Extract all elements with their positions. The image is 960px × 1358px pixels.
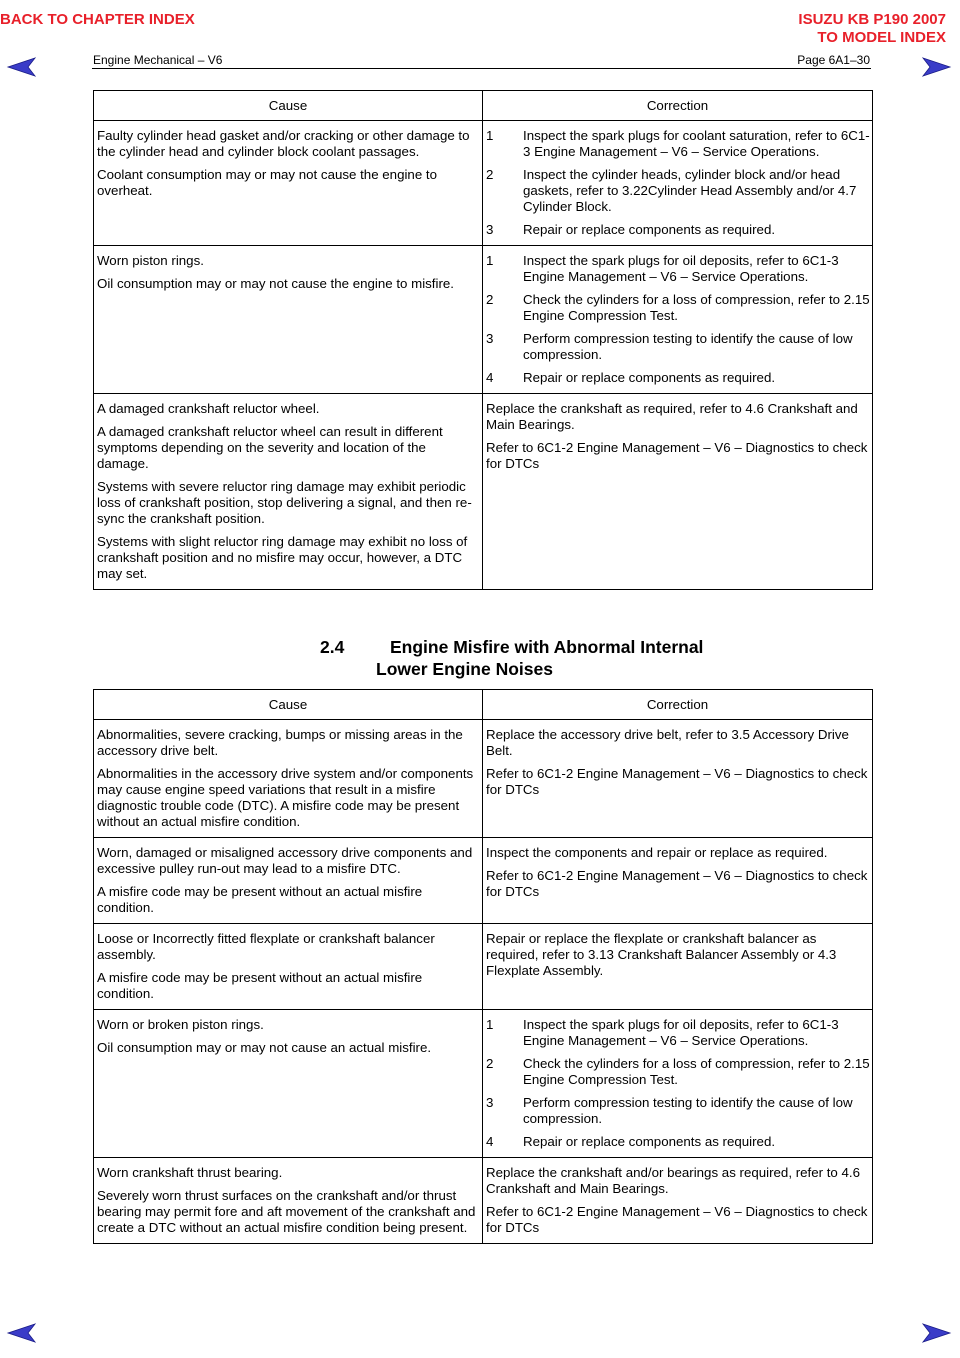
table-row bbox=[94, 246, 873, 394]
step-text: Repair or replace components as required. bbox=[523, 1134, 776, 1149]
correction-column-header: Correction bbox=[483, 690, 873, 720]
section-number: 2.4 bbox=[320, 637, 345, 657]
correction-step bbox=[486, 128, 870, 160]
table-row bbox=[94, 838, 873, 924]
step-text: Inspect the spark plugs for coolant saturation, refer to 6C1-3 Engine Management – V6 – Service Operations. bbox=[523, 128, 870, 159]
correction-step bbox=[486, 331, 870, 363]
arrow-right-icon[interactable] bbox=[922, 1322, 952, 1344]
section-title-line-2: Lower Engine Noises bbox=[376, 659, 553, 679]
arrow-left-icon[interactable] bbox=[6, 56, 36, 78]
cause-cell bbox=[94, 394, 483, 590]
page-number: Page 6A1–30 bbox=[797, 53, 870, 67]
cause-text: Loose or Incorrectly fitted flexplate or crankshaft balancer assembly. bbox=[97, 931, 435, 962]
step-number: 1 bbox=[486, 253, 494, 268]
cause-text: Coolant consumption may or may not cause the engine to overheat. bbox=[97, 167, 438, 198]
cause-text: A damaged crankshaft reluctor wheel can result in different symptoms depending on the severity and location of the damage. bbox=[97, 424, 443, 471]
section-heading bbox=[93, 636, 872, 680]
correction-text: Replace the crankshaft and/or bearings as required, refer to 4.6 Crankshaft and Main Bearings. bbox=[486, 1165, 861, 1196]
back-to-chapter-index-link[interactable]: BACK TO CHAPTER INDEX bbox=[0, 11, 195, 28]
correction-step bbox=[486, 1095, 870, 1127]
cause-text: Worn piston rings. bbox=[97, 253, 204, 268]
table-row bbox=[94, 720, 873, 838]
running-header-left: Engine Mechanical – V6 bbox=[93, 53, 223, 67]
correction-cell bbox=[483, 121, 873, 246]
cause-text: Worn crankshaft thrust bearing. bbox=[97, 1165, 283, 1180]
cause-text: Abnormalities, severe cracking, bumps or missing areas in the accessory drive belt. bbox=[97, 727, 463, 758]
header-rule bbox=[92, 68, 871, 69]
step-number: 3 bbox=[486, 222, 494, 237]
table-row bbox=[94, 394, 873, 590]
step-number: 3 bbox=[486, 1095, 494, 1110]
cause-cell bbox=[94, 924, 483, 1010]
cause-text: Faulty cylinder head gasket and/or cracking or other damage to the cylinder head and cylinder block coolant passages. bbox=[97, 128, 470, 159]
correction-cell bbox=[483, 838, 873, 924]
arrow-left-icon[interactable] bbox=[6, 1322, 36, 1344]
correction-cell bbox=[483, 1158, 873, 1244]
diagnosis-table-1 bbox=[93, 90, 873, 590]
correction-step bbox=[486, 167, 870, 215]
cause-cell bbox=[94, 1158, 483, 1244]
cause-text: Worn, damaged or misaligned accessory drive components and excessive pulley run-out may lead to a misfire DTC. bbox=[97, 845, 473, 876]
step-number: 4 bbox=[486, 1134, 494, 1149]
diagnosis-table-2 bbox=[93, 689, 873, 1244]
correction-cell bbox=[483, 246, 873, 394]
correction-step bbox=[486, 222, 870, 238]
step-text: Inspect the spark plugs for oil deposits, refer to 6C1-3 Engine Management – V6 – Service Operations. bbox=[523, 1017, 839, 1048]
step-text: Check the cylinders for a loss of compression, refer to 2.15 Engine Compression Test. bbox=[523, 292, 870, 323]
step-number: 2 bbox=[486, 1056, 494, 1071]
correction-cell bbox=[483, 1010, 873, 1158]
correction-step bbox=[486, 1017, 870, 1049]
step-number: 1 bbox=[486, 128, 494, 143]
step-number: 2 bbox=[486, 292, 494, 307]
correction-text: Refer to 6C1-2 Engine Management – V6 – Diagnostics to check for DTCs bbox=[486, 766, 868, 797]
cause-cell bbox=[94, 1010, 483, 1158]
cause-text: Abnormalities in the accessory drive system and/or components may cause engine speed variations that result in a misfire diagnostic trouble code (DTC). A misfire code may be present without an actual misfire condition. bbox=[97, 766, 474, 829]
correction-step bbox=[486, 370, 870, 386]
correction-text: Refer to 6C1-2 Engine Management – V6 – Diagnostics to check for DTCs bbox=[486, 1204, 868, 1235]
correction-step bbox=[486, 1056, 870, 1088]
correction-cell bbox=[483, 394, 873, 590]
correction-cell bbox=[483, 924, 873, 1010]
step-text: Inspect the spark plugs for oil deposits, refer to 6C1-3 Engine Management – V6 – Service Operations. bbox=[523, 253, 839, 284]
correction-column-header: Correction bbox=[483, 91, 873, 121]
correction-text: Repair or replace the flexplate or crankshaft balancer as required, refer to 3.13 Crankshaft Balancer Assembly or 4.3 Flexplate Assembly. bbox=[486, 931, 837, 978]
step-number: 2 bbox=[486, 167, 494, 182]
correction-step bbox=[486, 1134, 870, 1150]
cause-cell bbox=[94, 121, 483, 246]
step-text: Repair or replace components as required. bbox=[523, 370, 776, 385]
cause-text: A misfire code may be present without an actual misfire condition. bbox=[97, 884, 423, 915]
step-number: 4 bbox=[486, 370, 494, 385]
correction-text: Replace the crankshaft as required, refer to 4.6 Crankshaft and Main Bearings. bbox=[486, 401, 858, 432]
table-row bbox=[94, 1158, 873, 1244]
step-number: 3 bbox=[486, 331, 494, 346]
step-text: Perform compression testing to identify the cause of low compression. bbox=[523, 331, 853, 362]
table-row bbox=[94, 924, 873, 1010]
correction-step bbox=[486, 253, 870, 285]
cause-text: Systems with slight reluctor ring damage may exhibit no loss of crankshaft position and no misfire may occur, however, a DTC may set. bbox=[97, 534, 468, 581]
step-text: Inspect the cylinder heads, cylinder block and/or head gaskets, refer to 3.22Cylinder Head Assembly and/or 4.7 Cylinder Block. bbox=[523, 167, 857, 214]
cause-column-header: Cause bbox=[94, 690, 483, 720]
to-model-index-link[interactable]: TO MODEL INDEX bbox=[817, 29, 946, 46]
correction-step bbox=[486, 292, 870, 324]
cause-text: Severely worn thrust surfaces on the crankshaft and/or thrust bearing may permit fore and aft movement of the crankshaft and create a DTC without an actual misfire condition being present. bbox=[97, 1188, 476, 1235]
section-title-line-1: Engine Misfire with Abnormal Internal bbox=[390, 637, 704, 657]
cause-text: A misfire code may be present without an actual misfire condition. bbox=[97, 970, 423, 1001]
step-text: Check the cylinders for a loss of compression, refer to 2.15 Engine Compression Test. bbox=[523, 1056, 870, 1087]
table-row bbox=[94, 1010, 873, 1158]
correction-cell bbox=[483, 720, 873, 838]
correction-text: Inspect the components and repair or replace as required. bbox=[486, 845, 828, 860]
correction-text: Refer to 6C1-2 Engine Management – V6 – Diagnostics to check for DTCs bbox=[486, 440, 868, 471]
correction-text: Replace the accessory drive belt, refer to 3.5 Accessory Drive Belt. bbox=[486, 727, 849, 758]
cause-text: Oil consumption may or may not cause an actual misfire. bbox=[97, 1040, 432, 1055]
cause-text: A damaged crankshaft reluctor wheel. bbox=[97, 401, 320, 416]
step-text: Perform compression testing to identify the cause of low compression. bbox=[523, 1095, 853, 1126]
cause-cell bbox=[94, 246, 483, 394]
correction-text: Refer to 6C1-2 Engine Management – V6 – Diagnostics to check for DTCs bbox=[486, 868, 868, 899]
cause-column-header: Cause bbox=[94, 91, 483, 121]
arrow-right-icon[interactable] bbox=[922, 56, 952, 78]
cause-text: Oil consumption may or may not cause the engine to misfire. bbox=[97, 276, 454, 291]
step-number: 1 bbox=[486, 1017, 494, 1032]
table-row bbox=[94, 121, 873, 246]
model-title-link[interactable]: ISUZU KB P190 2007 bbox=[798, 11, 946, 28]
cause-cell bbox=[94, 720, 483, 838]
cause-cell bbox=[94, 838, 483, 924]
step-text: Repair or replace components as required. bbox=[523, 222, 776, 237]
cause-text: Systems with severe reluctor ring damage may exhibit periodic loss of crankshaft position, stop delivering a signal, and then re-sync the crankshaft position. bbox=[97, 479, 472, 526]
cause-text: Worn or broken piston rings. bbox=[97, 1017, 264, 1032]
